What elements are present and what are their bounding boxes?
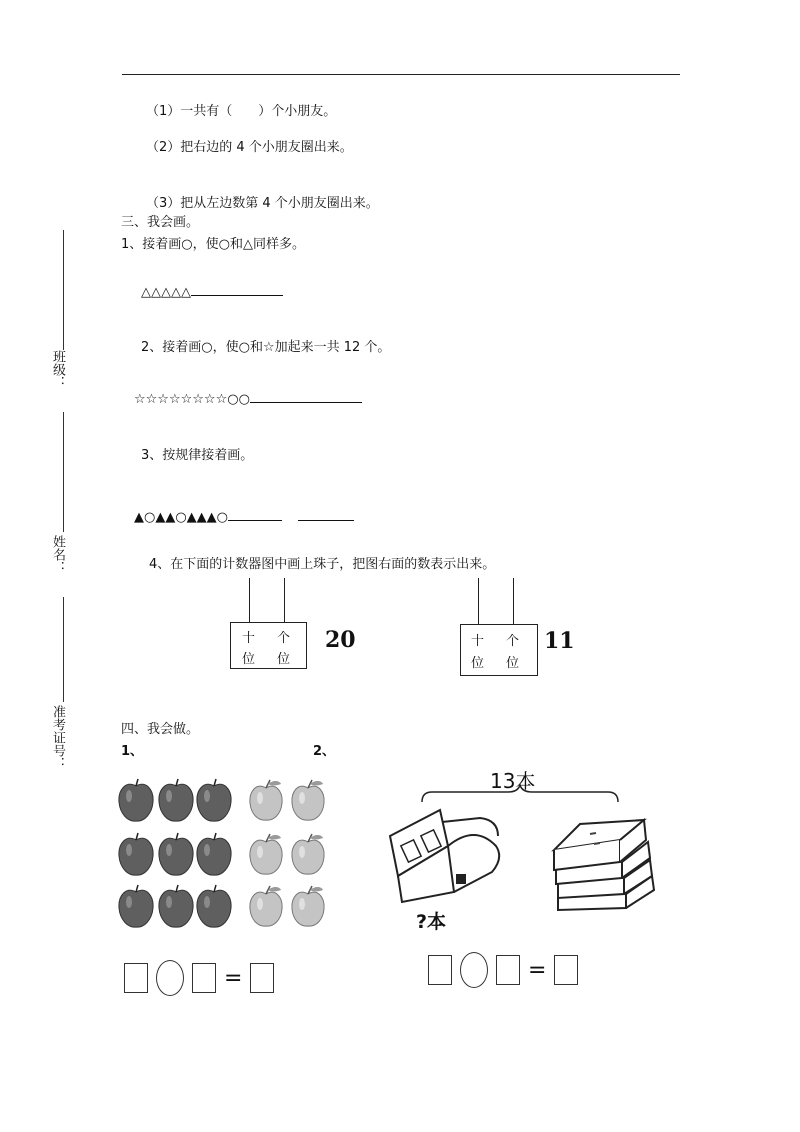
problem-2-label: 2、 [313, 744, 336, 759]
abacus-number: 11 [544, 628, 575, 654]
abacus-rod-tens[interactable] [478, 578, 479, 625]
abacus-label-ones-top: 个 [506, 634, 520, 649]
margin-line-low [63, 597, 64, 702]
abacus-label-ones-bottom: 位 [277, 652, 291, 667]
answer-box[interactable] [192, 963, 216, 993]
exam-id-label: 准考证号： [50, 705, 65, 770]
answer-box[interactable] [124, 963, 148, 993]
abacus-rod-ones[interactable] [284, 578, 285, 623]
draw-item-2-shapes [134, 390, 362, 407]
header-rule [122, 74, 680, 75]
draw-item-1-shapes [141, 283, 283, 300]
book-stack-icon [550, 810, 660, 915]
question-circle-right-four: （2）把右边的 4 个小朋友圈出来。 [146, 140, 353, 155]
operator-circle[interactable] [156, 960, 184, 996]
section-heading-draw: 三、我会画。 [121, 215, 200, 230]
answer-box[interactable] [496, 955, 520, 985]
draw-item-3-instruction: 3、按规律接着画。 [141, 448, 254, 463]
abacus-label-tens-top: 十 [242, 631, 256, 646]
school-bag-icon [380, 806, 505, 904]
operator-circle[interactable] [460, 952, 488, 988]
light-apple-column [250, 780, 324, 926]
abacus-number: 20 [325, 627, 356, 653]
class-label: 班级： [50, 350, 65, 389]
dark-apple-row-3 [119, 885, 231, 927]
dark-apple-row-1 [119, 779, 231, 821]
answer-blank-3b[interactable] [298, 508, 354, 521]
brace-over-items [420, 784, 620, 804]
abacus-label-tens-top: 十 [471, 634, 485, 649]
abacus-label-ones-bottom: 位 [506, 656, 520, 671]
problem-1-label: 1、 [121, 744, 144, 759]
abacus-rod-tens[interactable] [249, 578, 250, 623]
draw-item-4-instruction: 4、在下面的计数器图中画上珠子，把图右面的数表示出来。 [149, 557, 496, 572]
answer-box[interactable] [428, 955, 452, 985]
section-heading-do: 四、我会做。 [121, 722, 200, 737]
equation-boxes-1 [124, 960, 282, 996]
pattern-sequence: ▲○▲▲○▲▲▲○ [134, 510, 229, 525]
question-circle-fourth-left: （3）把从左边数第 4 个小朋友圈出来。 [146, 196, 379, 211]
apple-grid [118, 772, 338, 934]
draw-item-2-instruction: 2、接着画○，使○和☆加起来一共 12 个。 [141, 340, 391, 355]
dark-apple-row-2 [119, 833, 231, 875]
equation-boxes-2 [428, 952, 586, 988]
abacus-label-tens-bottom: 位 [242, 652, 256, 667]
equals-sign: = [224, 965, 243, 991]
margin-line-top [63, 230, 64, 350]
abacus-rod-ones[interactable] [513, 578, 514, 625]
margin-line-mid [63, 412, 64, 532]
answer-box[interactable] [554, 955, 578, 985]
unknown-books-label: ?本 [416, 911, 447, 933]
equals-sign: = [528, 957, 547, 983]
answer-blank-2[interactable] [250, 390, 362, 403]
draw-item-1-instruction: 1、接着画○，使○和△同样多。 [121, 237, 305, 252]
triangle-sequence: △△△△△ [141, 285, 191, 300]
abacus-label-ones-top: 个 [277, 631, 291, 646]
name-label: 姓名： [50, 535, 65, 574]
star-circle-sequence: ☆☆☆☆☆☆☆☆○○ [134, 392, 250, 407]
draw-item-3-shapes [134, 508, 354, 525]
total-books-label: 13本 [490, 769, 536, 793]
answer-box[interactable] [250, 963, 274, 993]
answer-blank-3a[interactable] [228, 508, 282, 521]
answer-blank-1[interactable] [191, 283, 283, 296]
abacus-label-tens-bottom: 位 [471, 656, 485, 671]
question-count-children: （1）一共有（ ）个小朋友。 [146, 104, 337, 119]
